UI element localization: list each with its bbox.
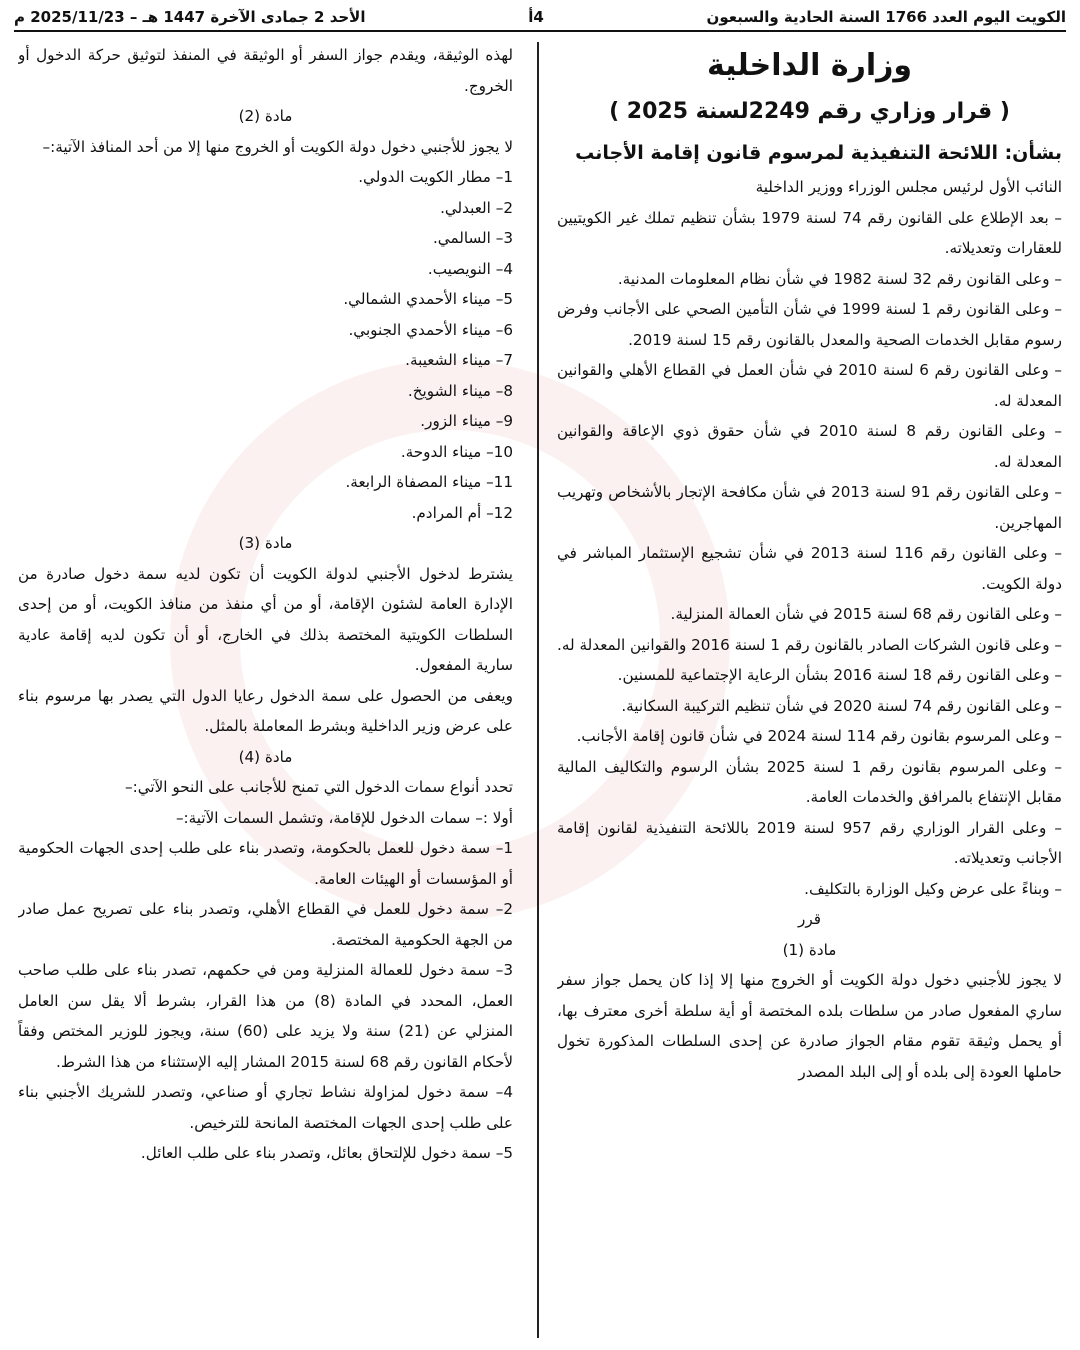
port-list-item: 4– النويصيب. bbox=[427, 259, 513, 278]
port-list-item: 9– ميناء الزور. bbox=[420, 412, 513, 430]
header-page-number: 4أ bbox=[528, 8, 544, 26]
article-3-heading: مادة (3) bbox=[238, 534, 293, 552]
decided-heading: قرر bbox=[798, 910, 821, 928]
left-column bbox=[18, 40, 513, 1342]
preamble-paragraph: – وبناءً على عرض وكيل الوزارة بالتكليف. bbox=[804, 879, 1062, 898]
article-3-text: يشترط لدخول الأجنبي لدولة الكويت أن تكون لديه سمة دخول صادرة من الإدارة العامة لشئون الإقامة، أو من أي منفذ من منافذ الكويت، أو من إحدى السلطات الكويتية المختصة بذلك في الخارج، أو أن تكون لديه إقامة عادية سارية المفعول. bbox=[18, 564, 513, 674]
visa-type-item: 1– سمة دخول للعمل بالحكومة، وتصدر بناء على طلب إحدى الجهات الحكومية أو المؤسسات أو الهيئات العامة. bbox=[18, 839, 513, 888]
port-list-item: 5– ميناء الأحمدي الشمالي. bbox=[343, 290, 513, 308]
preamble-paragraph: – وعلى المرسوم بقانون رقم 1 لسنة 2025 بشأن الرسوم والتكاليف المالية مقابل الإنتفاع بالمرافق والخدمات العامة. bbox=[557, 757, 1062, 806]
article-2-heading: مادة (2) bbox=[238, 107, 293, 125]
article-1-continuation: لهذه الوثيقة، ويقدم جواز السفر أو الوثيقة في المنفذ لتوثيق حركة الدخول أو الخروج. bbox=[18, 46, 513, 95]
preamble-paragraph: – وعلى القرار الوزاري رقم 957 لسنة 2019 باللائحة التنفيذية لقانون إقامة الأجانب وتعديلاته. bbox=[557, 818, 1062, 867]
article-4-text: تحدد أنواع سمات الدخول التي تمنح للأجانب على النحو الآتي:– bbox=[125, 778, 513, 796]
page-header bbox=[14, 4, 1066, 32]
preamble-paragraph: – وعلى القانون رقم 18 لسنة 2016 بشأن الرعاية الإجتماعية للمسنين. bbox=[617, 666, 1062, 684]
preamble-paragraph: – وعلى القانون رقم 1 لسنة 1999 في شأن التأمين الصحي على الأجانب وفرض رسوم مقابل الخدمات الصحية والمعدل بالقانون رقم 15 لسنة 2019. bbox=[557, 300, 1062, 349]
article-1-heading: مادة (1) bbox=[782, 940, 837, 959]
port-list-item: 8– ميناء الشويخ. bbox=[407, 381, 513, 400]
visa-type-item: 2– سمة دخول للعمل في القطاع الأهلي، وتصدر بناء على تصريح عمل صادر من الجهة الحكومية المختصة. bbox=[18, 900, 513, 949]
visa-type-item: 4– سمة دخول لمزاولة نشاط تجاري أو صناعي، وتصدر للشريك الأجنبي بناء على طلب إحدى الجهات المختصة المانحة للترخيص. bbox=[18, 1083, 513, 1132]
port-list-item: 10– ميناء الدوحة. bbox=[400, 442, 513, 461]
visa-category-first: أولا :– سمات الدخول للإقامة، وتشمل السمات الآتية:– bbox=[175, 808, 513, 827]
decree-subject: بشأن: اللائحة التنفيذية لمرسوم قانون إقامة الأجانب bbox=[575, 142, 1062, 164]
port-list-item: 12– أم المرادم. bbox=[411, 503, 513, 522]
issuer-line: النائب الأول لرئيس مجلس الوزراء ووزير الداخلية bbox=[755, 178, 1062, 196]
preamble-paragraph: – وعلى قانون الشركات الصادر بالقانون رقم 1 لسنة 2016 والقوانين المعدلة له. bbox=[557, 635, 1062, 654]
preamble-paragraph: – وعلى القانون رقم 116 لسنة 2013 في شأن تشجيع الإستثمار المباشر في دولة الكويت. bbox=[557, 544, 1062, 593]
preamble-paragraph: – وعلى القانون رقم 91 لسنة 2013 في شأن مكافحة الإتجار بالأشخاص وتهريب المهاجرين. bbox=[557, 483, 1062, 532]
preamble-paragraph: – وعلى القانون رقم 6 لسنة 2010 في شأن العمل في القطاع الأهلي والقوانين المعدلة له. bbox=[557, 361, 1062, 410]
preamble-paragraph: – بعد الإطلاع على القانون رقم 74 لسنة 1979 بشأن تنظيم تملك غير الكويتيين للعقارات وتعديلاته. bbox=[557, 208, 1062, 257]
article-4-heading: مادة (4) bbox=[238, 747, 293, 766]
port-list-item: 2– العبدلي. bbox=[440, 198, 513, 217]
ministry-title: وزارة الداخلية bbox=[706, 48, 913, 83]
port-list-item: 6– ميناء الأحمدي الجنوبي. bbox=[348, 320, 513, 339]
preamble-paragraph: – وعلى القانون رقم 68 لسنة 2015 في شأن العمالة المنزلية. bbox=[670, 605, 1062, 623]
preamble-paragraph: – وعلى القانون رقم 8 لسنة 2010 في شأن حقوق ذوي الإعاقة والقوانين المعدلة له. bbox=[557, 422, 1062, 471]
port-list-item: 7– ميناء الشعيبة. bbox=[405, 351, 513, 369]
preamble-paragraph: – وعلى القانون رقم 74 لسنة 2020 في شأن تنظيم التركيبة السكانية. bbox=[621, 696, 1062, 715]
article-1-text: لا يجوز للأجنبي دخول دولة الكويت أو الخروج منها إلا إذا كان يحمل جواز سفر ساري المفعول صادر من سلطات بلده المختصة أو أية سلطة أخرى معترف بها، أو يحمل وثيقة تقوم مقام الجواز صادرة عن إحدى السلطات المذكورة تخول حاملها العودة إلى بلده أو إلى البلد المصدر bbox=[557, 971, 1062, 1081]
port-list-item: 3– السالمي. bbox=[432, 229, 513, 247]
preamble-paragraph: – وعلى المرسوم بقانون رقم 114 لسنة 2024 في شأن قانون إقامة الأجانب. bbox=[576, 727, 1062, 745]
column-divider bbox=[537, 42, 539, 1338]
port-list-item: 11– ميناء المصفاة الرابعة. bbox=[345, 473, 513, 491]
visa-type-item: 3– سمة دخول للعمالة المنزلية ومن في حكمهم، تصدر بناء على طلب صاحب العمل، المحدد في المادة (8) من هذا القرار، بشرط ألا يقل سن العامل المنزلي عن (21) سنة ولا يزيد على (60) سنة، ويجوز للوزير المختص وفقاً لأحكام القانون رقم 68 لسنة 2015 المشار إليه الإستثناء من هذا الشرط. bbox=[18, 961, 513, 1071]
header-date: الأحد 2 جمادى الآخرة 1447 هـ – 2025/11/23 م bbox=[14, 8, 366, 26]
visa-type-item: 5– سمة دخول للإلتحاق بعائل، وتصدر بناء على طلب العائل. bbox=[140, 1144, 513, 1162]
article-2-text: لا يجوز للأجنبي دخول دولة الكويت أو الخروج منها إلا من أحد المنافذ الآتية:– bbox=[42, 137, 513, 156]
preamble-paragraph: – وعلى القانون رقم 32 لسنة 1982 في شأن نظام المعلومات المدنية. bbox=[617, 269, 1062, 288]
header-issue: الكويت اليوم العدد 1766 السنة الحادية والسبعون bbox=[706, 8, 1066, 26]
right-column bbox=[557, 40, 1062, 1342]
article-3-exemption: ويعفى من الحصول على سمة الدخول رعايا الدول التي يصدر بها مرسوم بناء على عرض وزير الداخلية وبشرط المعاملة بالمثل. bbox=[18, 686, 513, 735]
decree-number: ( قرار وزاري رقم 2249لسنة 2025 ) bbox=[609, 99, 1010, 124]
port-list-item: 1– مطار الكويت الدولي. bbox=[358, 168, 513, 186]
